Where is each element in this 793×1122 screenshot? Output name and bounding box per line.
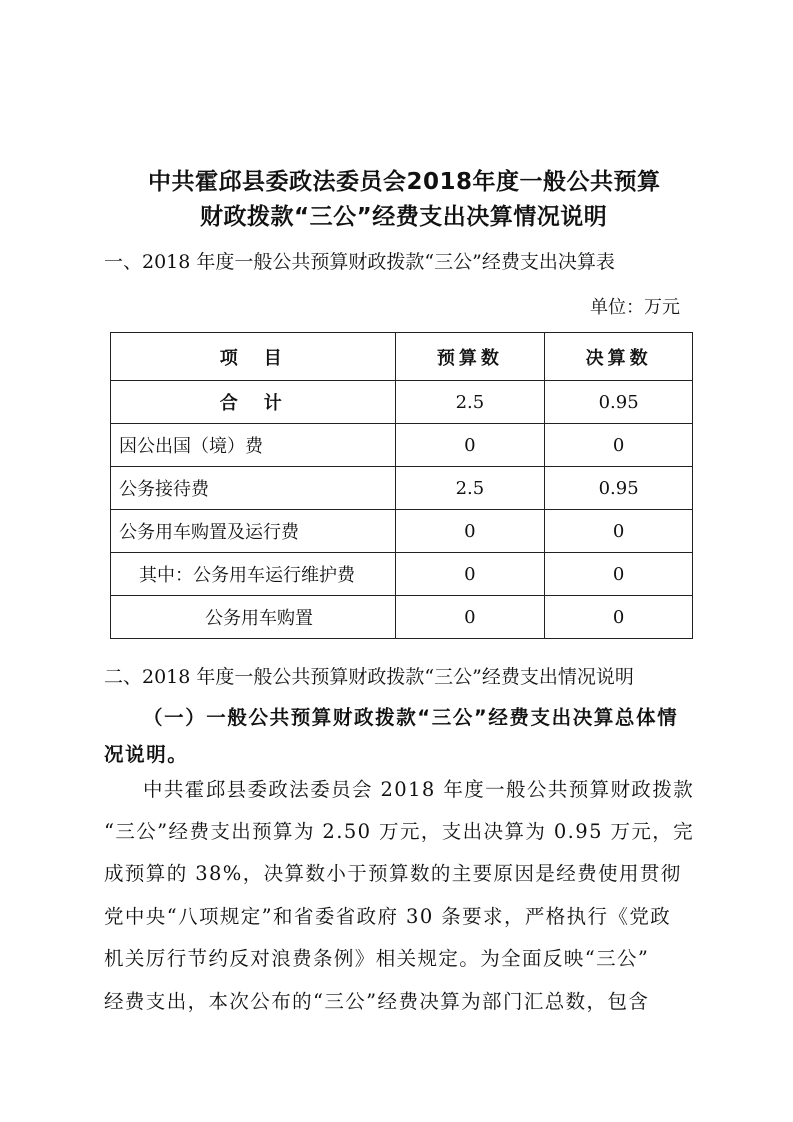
subheading-line2: 况说明。 [104, 743, 189, 766]
paragraph-line: “三公”经费支出预算为 2.50 万元，支出决算为 0.95 万元，完 [104, 820, 695, 843]
row-item: 公务用车购置及运行费 [111, 510, 396, 553]
three-public-expenses-table [110, 332, 693, 639]
row-final: 0 [545, 553, 693, 596]
row-item: 公务接待费 [111, 467, 396, 510]
paragraph-line: 机关厉行节约反对浪费条例》相关规定。为全面反映“三公” [104, 947, 650, 970]
row-item: 其中：公务用车运行维护费 [111, 553, 396, 596]
section1-heading: 一、2018 年度一般公共预算财政拨款“三公”经费支出决算表 [104, 251, 615, 273]
row-budget: 0 [395, 510, 545, 553]
subheading-line1: （一）一般公共预算财政拨款“三公”经费支出决算总体情 [143, 706, 679, 729]
row-budget: 0 [395, 553, 545, 596]
row-final: 0 [545, 596, 693, 639]
row-item: 合 计 [111, 381, 396, 424]
table-row [111, 424, 693, 467]
table-row-total [111, 381, 693, 424]
row-budget: 2.5 [395, 467, 545, 510]
paragraph-line: 经费支出，本次公布的“三公”经费决算为部门汇总数，包含 [104, 990, 650, 1013]
paragraph-line: 党中央“八项规定”和省委省政府 30 条要求，严格执行《党政 [104, 905, 672, 928]
paragraph-line: 成预算的 38%，决算数小于预算数的主要原因是经费使用贯彻 [104, 862, 682, 885]
document-title-line1: 中共霍邱县委政法委员会2018年度一般公共预算 [148, 169, 661, 195]
header-final: 决算数 [545, 333, 693, 381]
row-budget: 2.5 [395, 381, 545, 424]
header-item: 项 目 [111, 333, 396, 381]
table-row [111, 510, 693, 553]
document-title-line2: 财政拨款“三公”经费支出决算情况说明 [200, 204, 608, 230]
row-final: 0 [545, 510, 693, 553]
row-final: 0.95 [545, 467, 693, 510]
header-budget: 预算数 [395, 333, 545, 381]
table-row [111, 467, 693, 510]
section2-heading: 二、2018 年度一般公共预算财政拨款“三公”经费支出情况说明 [104, 666, 634, 688]
row-budget: 0 [395, 424, 545, 467]
row-budget: 0 [395, 596, 545, 639]
row-final: 0 [545, 424, 693, 467]
row-final: 0.95 [545, 381, 693, 424]
unit-label: 单位：万元 [590, 297, 680, 318]
table-row [111, 553, 693, 596]
paragraph-line: 中共霍邱县委政法委员会 2018 年度一般公共预算财政拨款 [143, 778, 695, 801]
row-item: 因公出国（境）费 [111, 424, 396, 467]
table-header-row [111, 333, 693, 381]
table-row [111, 596, 693, 639]
row-item: 公务用车购置 [111, 596, 396, 639]
